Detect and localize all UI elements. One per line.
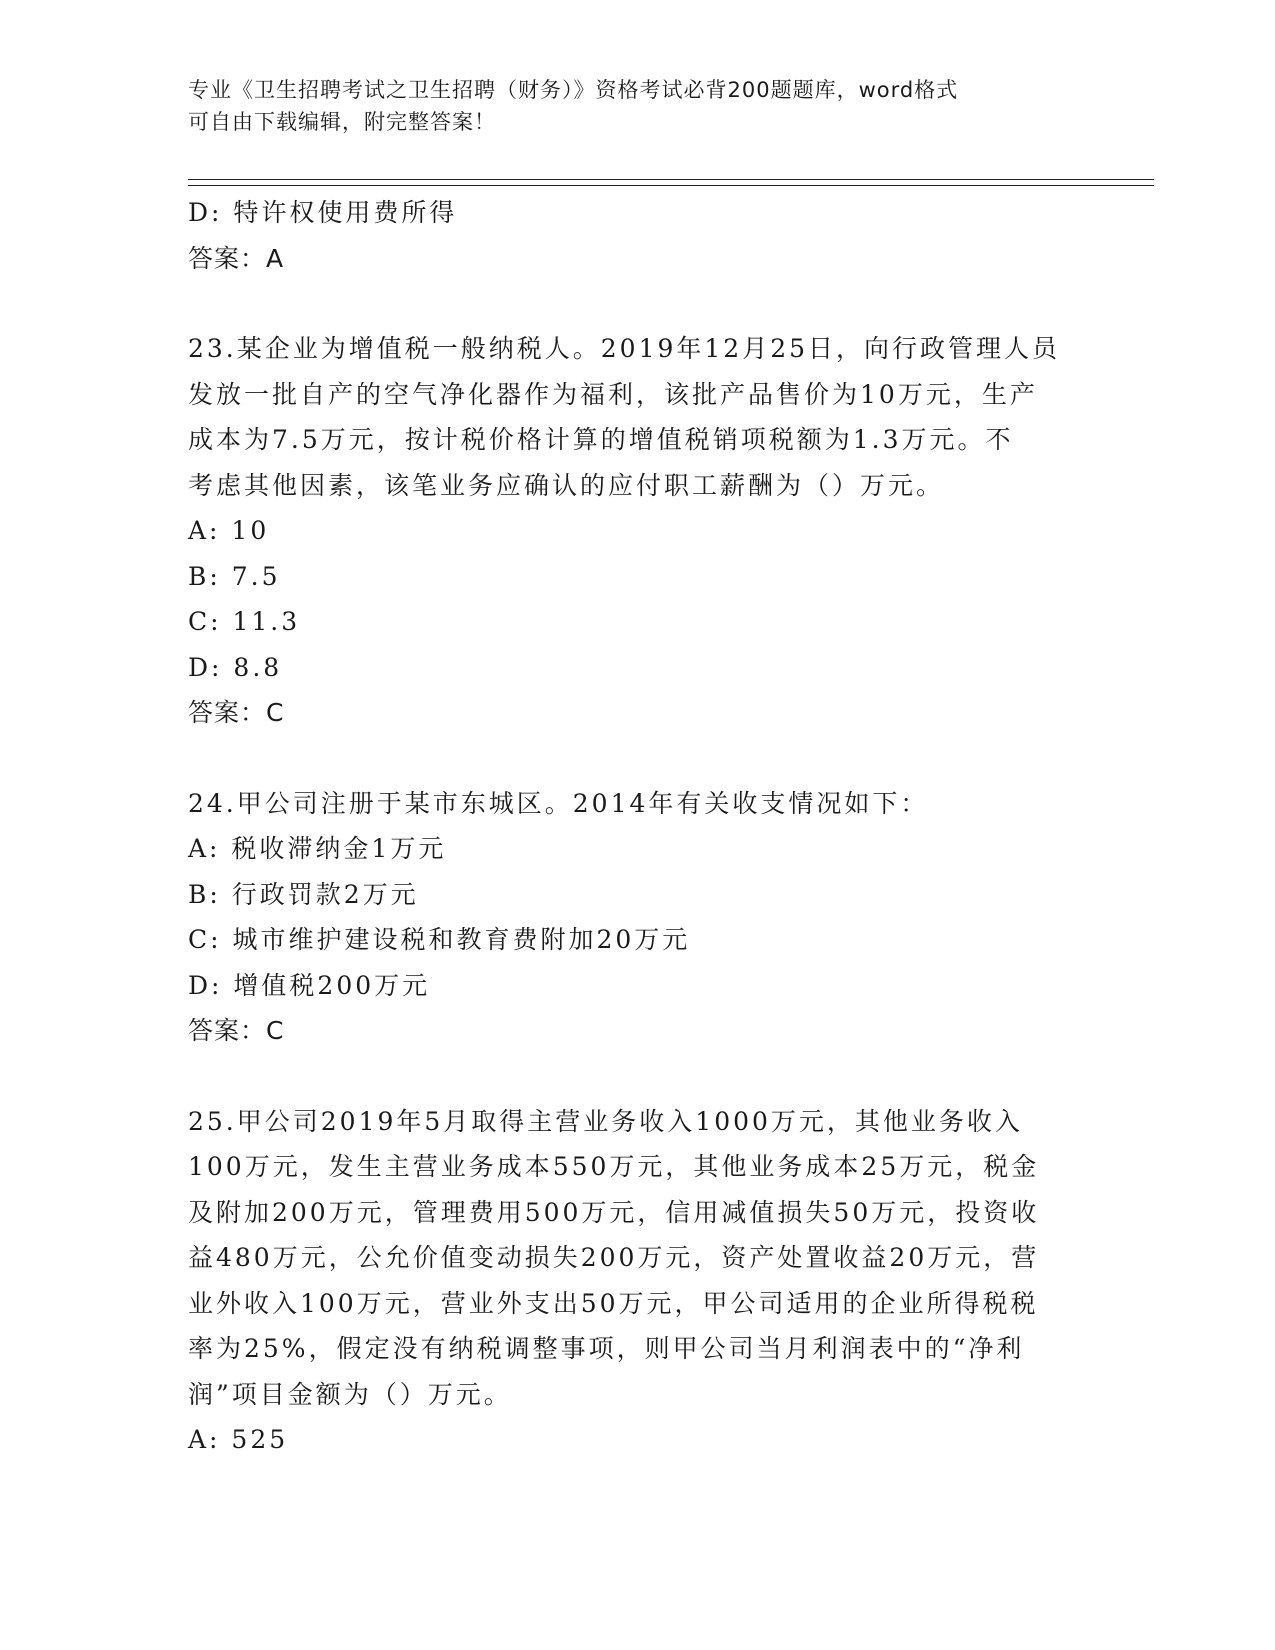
spacer — [188, 1054, 1088, 1099]
question-text-line: 润”项目金额为（）万元。 — [188, 1379, 512, 1409]
question-text-line: 业外收入100万元，营业外支出50万元，甲公司适用的企业所得税税 — [188, 1288, 1039, 1318]
option-b: B: 7.5 — [188, 561, 281, 591]
option-c: C: 11.3 — [188, 607, 301, 636]
option-b: B: 行政罚款2万元 — [188, 879, 419, 909]
question-text-line: 率为25%，假定没有纳税调整事项，则甲公司当月利润表中的“净利 — [188, 1334, 1025, 1363]
answer: 答案：C — [188, 1016, 285, 1045]
option-a: A: 10 — [188, 516, 270, 545]
header-divider-bottom — [188, 185, 1154, 186]
question-text-line: 成本为7.5万元，按计税价格计算的增值税销项税额为1.3万元。不 — [188, 425, 1014, 454]
question-text-line: 24.甲公司注册于某市东城区。2014年有关收支情况如下： — [188, 788, 929, 818]
header-divider-top — [188, 179, 1154, 180]
question-text-line: 益480万元，公允价值变动损失200万元，资产处置收益20万元，营 — [188, 1243, 1040, 1272]
question-text-line: 考虑其他因素，该笔业务应确认的应付职工薪酬为（）万元。 — [188, 470, 945, 500]
question-text-line: 25.甲公司2019年5月取得主营业务收入1000万元，其他业务收入 — [188, 1106, 1023, 1136]
question-text-line: 100万元，发生主营业务成本550万元，其他业务成本25万元，税金 — [188, 1152, 1040, 1181]
question-text-line: 发放一批自产的空气净化器作为福利，该批产品售价为10万元，生产 — [188, 379, 1038, 409]
option-d: D: 8.8 — [188, 652, 283, 682]
header-line-2: 可自由下载编辑，附完整答案！ — [188, 110, 496, 134]
spacer — [188, 281, 1088, 326]
question-25 — [188, 1099, 1088, 1463]
spacer — [188, 736, 1088, 781]
question-text-line: 23.某企业为增值税一般纳税人。2019年12月25日，向行政管理人员 — [188, 334, 1061, 363]
document-header — [188, 74, 1068, 138]
question-22-tail — [188, 190, 1088, 281]
option-a: A: 税收滞纳金1万元 — [188, 834, 447, 863]
header-line-1: 专业《卫生招聘考试之卫生招聘（财务）》资格考试必背200题题库，word格式 — [188, 78, 959, 102]
document-body — [188, 190, 1088, 1463]
option-d: D: 增值税200万元 — [188, 970, 431, 1000]
option-d: D: 特许权使用费所得 — [188, 198, 458, 227]
answer: 答案：C — [188, 698, 285, 727]
question-text-line: 及附加200万元，管理费用500万元，信用减值损失50万元，投资收 — [188, 1197, 1040, 1227]
option-c: C: 城市维护建设税和教育费附加20万元 — [188, 925, 691, 954]
option-a: A: 525 — [188, 1425, 289, 1454]
answer: 答案：A — [188, 243, 285, 273]
question-23 — [188, 326, 1088, 736]
question-24 — [188, 781, 1088, 1054]
